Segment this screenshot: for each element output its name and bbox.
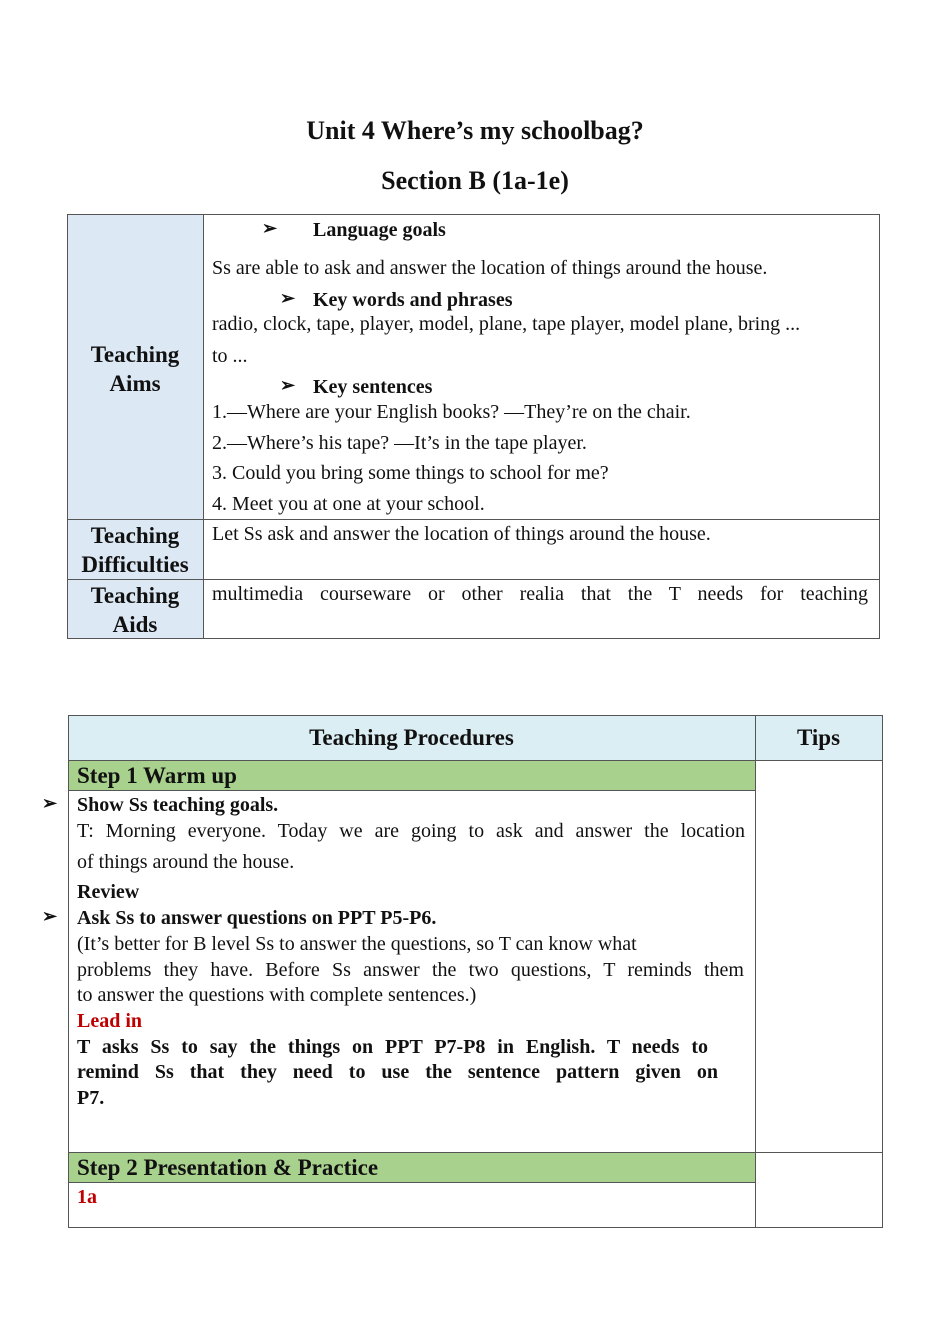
key-words-heading: Key words and phrases bbox=[313, 289, 513, 311]
show-goals: Show Ss teaching goals. bbox=[77, 794, 279, 816]
label-line: Teaching bbox=[90, 523, 180, 548]
key-sentence: 2.—Where’s his tape? —It’s in the tape player. bbox=[212, 432, 587, 454]
unit-title: Unit 4 Where’s my schoolbag? bbox=[306, 116, 644, 145]
aids-text: multimedia courseware or other realia that the T needs for teaching bbox=[212, 583, 868, 605]
arrow-bullet-icon: ➢ bbox=[280, 375, 296, 395]
lead-in-heading: Lead in bbox=[77, 1010, 143, 1032]
item-1a: 1a bbox=[77, 1186, 97, 1208]
divider bbox=[203, 214, 204, 639]
key-sentence: 1.—Where are your English books? —They’re on the chair. bbox=[212, 401, 691, 423]
label-line: Aids bbox=[112, 612, 158, 637]
key-sentence: 4. Meet you at one at your school. bbox=[212, 493, 485, 515]
key-words-line: to ... bbox=[212, 345, 248, 367]
section-title: Section B (1a-1e) bbox=[381, 166, 569, 195]
teaching-difficulties-label bbox=[67, 521, 203, 579]
key-sentence: 3. Could you bring some things to school for me? bbox=[212, 462, 609, 484]
review-heading: Review bbox=[77, 881, 140, 903]
divider bbox=[67, 519, 880, 520]
arrow-bullet-icon: ➢ bbox=[42, 793, 58, 813]
lead-in-line: remind Ss that they need to use the sentence pattern given on bbox=[77, 1061, 718, 1083]
label-line: Teaching bbox=[90, 342, 180, 367]
teaching-aims-label bbox=[67, 340, 203, 398]
note-line: problems they have. Before Ss answer the two questions, T reminds them bbox=[77, 959, 744, 981]
teaching-aids-label bbox=[67, 581, 203, 639]
arrow-bullet-icon: ➢ bbox=[42, 906, 58, 926]
lead-in-line: T asks Ss to say the things on PPT P7-P8 in English. T needs to bbox=[77, 1036, 708, 1058]
divider bbox=[68, 1182, 755, 1183]
lead-in-line: P7. bbox=[77, 1087, 105, 1109]
divider bbox=[67, 579, 880, 580]
arrow-bullet-icon: ➢ bbox=[262, 218, 278, 238]
note-line: to answer the questions with complete sentences.) bbox=[77, 984, 477, 1006]
arrow-bullet-icon: ➢ bbox=[280, 288, 296, 308]
step1-heading: Step 1 Warm up bbox=[77, 763, 237, 788]
teacher-line: T: Morning everyone. Today we are going to ask and answer the location bbox=[77, 820, 745, 842]
note-line: (It’s better for B level Ss to answer the questions, so T can know what bbox=[77, 933, 637, 955]
language-goals-heading: Language goals bbox=[313, 219, 446, 241]
divider bbox=[68, 790, 755, 791]
teacher-line: of things around the house. bbox=[77, 851, 295, 873]
label-line: Difficulties bbox=[81, 552, 189, 577]
ask-questions: Ask Ss to answer questions on PPT P5-P6. bbox=[77, 907, 437, 929]
divider bbox=[68, 760, 883, 761]
key-sentences-heading: Key sentences bbox=[313, 376, 433, 398]
tips-header: Tips bbox=[796, 725, 841, 750]
step2-heading: Step 2 Presentation & Practice bbox=[77, 1155, 379, 1180]
difficulties-text: Let Ss ask and answer the location of things around the house. bbox=[212, 523, 711, 545]
label-line: Teaching bbox=[90, 583, 180, 608]
divider bbox=[68, 1152, 883, 1153]
language-goals-text: Ss are able to ask and answer the location of things around the house. bbox=[212, 257, 768, 279]
key-words-line: radio, clock, tape, player, model, plane, tape player, model plane, bring ... bbox=[212, 313, 801, 335]
procedures-header: Teaching Procedures bbox=[309, 725, 514, 750]
label-line: Aims bbox=[109, 371, 161, 396]
